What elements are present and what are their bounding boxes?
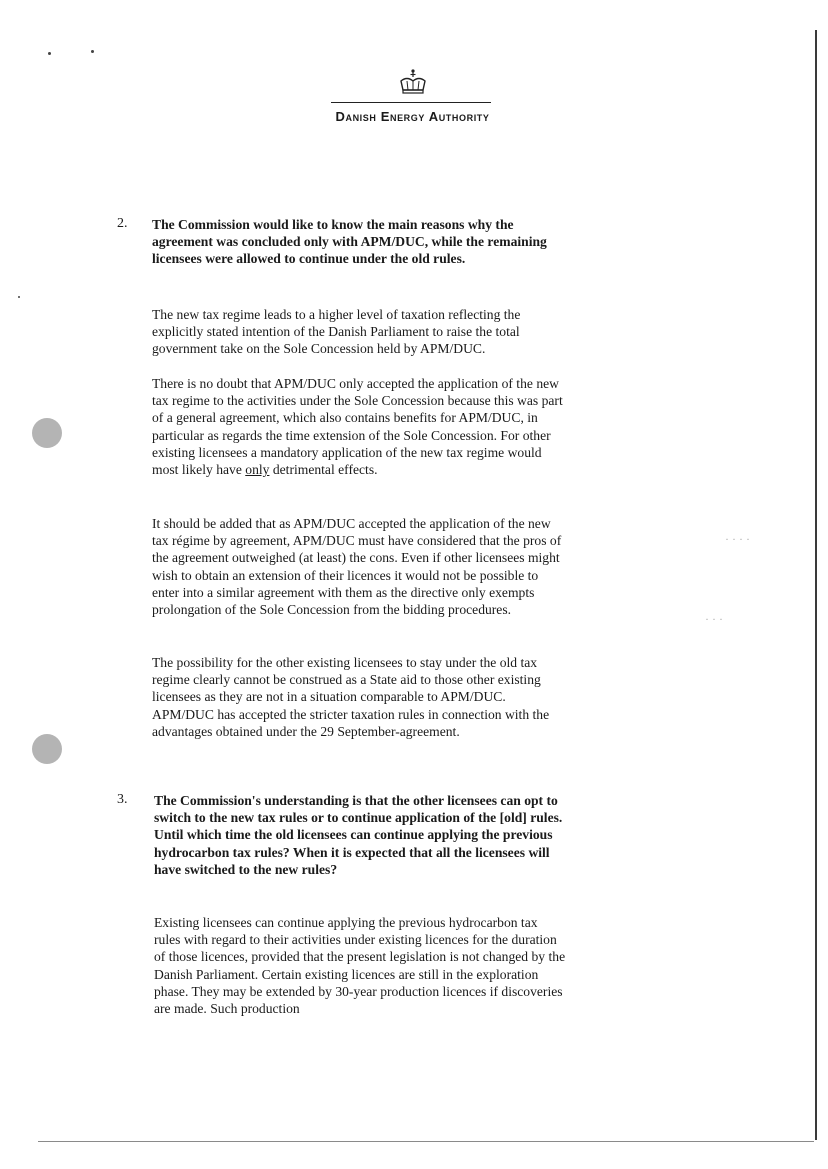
question-number: 3. (117, 792, 128, 807)
answer-text: detrimental effects. (269, 462, 378, 478)
scan-speck (48, 52, 51, 55)
scan-speck (91, 50, 94, 53)
punch-hole (32, 734, 62, 764)
answer-paragraph: Existing licensees can continue applying the previous hydrocarbon tax rules with regard to their activities under existing licences for the duration of those licences, provided that the present legislation is not changed by the Danish Parliament. Certain existing licences are still in the exploration phase. They may be extended by 30-year production licences if discoveries are made. Such production (154, 915, 566, 1017)
page-bottom-edge (38, 1141, 814, 1142)
agency-name: Danish Energy Authority (335, 109, 490, 124)
answer-paragraph: The new tax regime leads to a higher level of taxation reflecting the explicitly stated intention of the Danish Parliament to raise the total government take on the Sole Concession held by APM/DUC. (152, 307, 521, 357)
header-rule (331, 102, 491, 103)
crown-icon (396, 68, 430, 98)
underlined-word: only (245, 462, 270, 478)
punch-hole (32, 418, 62, 448)
question-number: 2. (117, 216, 128, 231)
page-right-edge (815, 30, 817, 1140)
question-text: The Commission's understanding is that the other licensees can opt to switch to the new tax rules or to continue application of the [old] rules. Until which time the old licensees can continue applying the previous hydrocarbon tax rules? When it is expected that all the licensees will have switched to the new rules? (154, 793, 563, 877)
answer-paragraph: The possibility for the other existing licensees to stay under the old tax regime clearly cannot be construed as a State aid to those other existing licensees as they are not in a situation comparable to APM/DUC. APM/DUC has accepted the stricter taxation rules in connection with the advantages obtained under the 29 September-agreement. (152, 655, 550, 739)
scan-speck (18, 296, 20, 298)
answer-paragraph: It should be added that as APM/DUC accepted the application of the new tax régime by agreement, APM/DUC must have considered that the pros of the agreement outweighed (at least) the cons. Even if other licensees might wish to obtain an extension of their licences it would not be possible to enter into a similar agreement with them as the directive only exempts prolongation of the Sole Concession from the bidding procedures. (152, 516, 562, 618)
question-text: The Commission would like to know the main reasons why the agreement was concluded only with APM/DUC, while the remaining licensees were allowed to continue under the old rules. (152, 217, 547, 267)
answer-text: There is no doubt that APM/DUC only accepted the application of the new tax regime to the activities under the Sole Concession because this was part of a general agreement, which also contains benefits for APM/DUC, in particular as regards the time extension of the Sole Concession. For other existing licensees a mandatory application of the new tax regime would most likely have (152, 376, 563, 478)
scan-smudge: · · · (705, 612, 723, 626)
answer-paragraph (152, 375, 564, 478)
scan-smudge: · · · · (725, 532, 750, 546)
letterhead (300, 68, 525, 124)
